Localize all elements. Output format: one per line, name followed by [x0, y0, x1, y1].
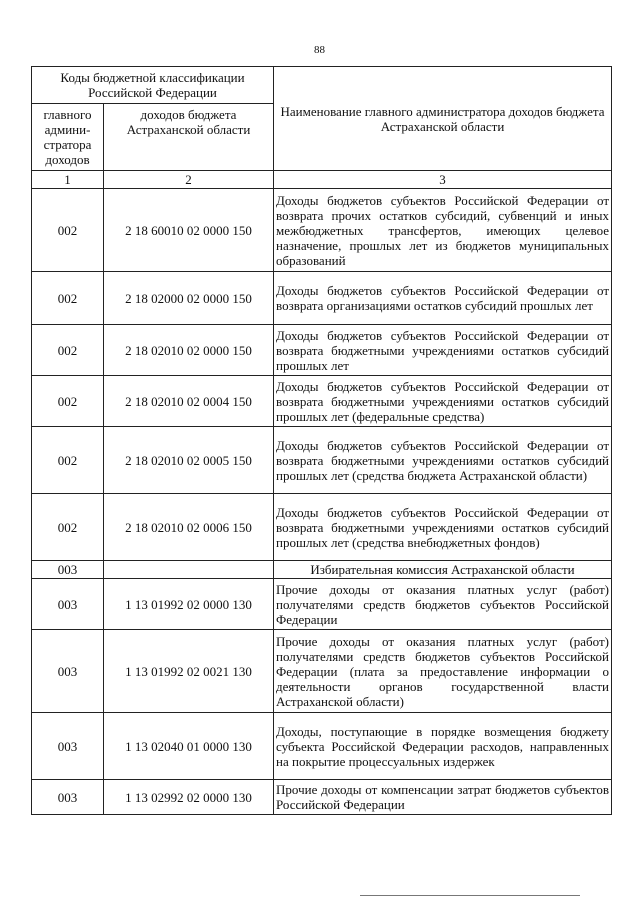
- header-row-group: [32, 67, 612, 104]
- section-title: Избирательная комиссия Астраханской области: [274, 561, 612, 579]
- header-row-numbers: [32, 171, 612, 189]
- revenue-name-cell: Прочие доходы от оказания платных услуг (работ) получателями средств бюджетов субъектов Российской Федерации (плата за предоставление информации о деятельности органов государственной власти Астраханской области): [274, 630, 612, 713]
- table-row: [32, 325, 612, 376]
- admin-code-cell: 003: [32, 713, 104, 780]
- revenue-name-cell: Доходы бюджетов субъектов Российской Федерации от возврата бюджетными учреждениями остатков субсидий прошлых лет (федеральные средства): [274, 376, 612, 427]
- budget-code-cell: 1 13 01992 02 0021 130: [104, 630, 274, 713]
- admin-code-cell: 002: [32, 325, 104, 376]
- budget-code-cell: 2 18 60010 02 0000 150: [104, 189, 274, 272]
- revenue-name-cell: Доходы бюджетов субъектов Российской Федерации от возврата прочих остатков субсидий, субвенций и иных межбюджетных трансфертов, имеющих целевое назначение, прошлых лет из бюджетов муниципальных образований: [274, 189, 612, 272]
- column-number-3: 3: [274, 171, 612, 189]
- budget-code-cell: 1 13 02040 01 0000 130: [104, 713, 274, 780]
- table-row: [32, 376, 612, 427]
- header-classification-group: Коды бюджетной классификации Российской Федерации: [32, 67, 274, 104]
- budget-code-cell: 1 13 02992 02 0000 130: [104, 780, 274, 815]
- table-row: [32, 630, 612, 713]
- budget-code-cell: 2 18 02010 02 0000 150: [104, 325, 274, 376]
- table-row: [32, 713, 612, 780]
- table-row: [32, 579, 612, 630]
- section-empty-cell: [104, 561, 274, 579]
- budget-classification-table: [31, 66, 612, 815]
- revenue-name-cell: Доходы бюджетов субъектов Российской Федерации от возврата организациями остатков субсидий прошлых лет: [274, 272, 612, 325]
- revenue-name-cell: Доходы бюджетов субъектов Российской Федерации от возврата бюджетными учреждениями остатков субсидий прошлых лет (средства бюджета Астраханской области): [274, 427, 612, 494]
- header-code-column: доходов бюджета Астраханской области: [104, 104, 274, 171]
- revenue-name-cell: Доходы бюджетов субъектов Российской Федерации от возврата бюджетными учреждениями остатков субсидий прошлых лет: [274, 325, 612, 376]
- admin-code-cell: 002: [32, 272, 104, 325]
- budget-code-cell: 1 13 01992 02 0000 130: [104, 579, 274, 630]
- table-row: [32, 189, 612, 272]
- revenue-name-cell: Доходы бюджетов субъектов Российской Федерации от возврата бюджетными учреждениями остатков субсидий прошлых лет (средства внебюджетных фондов): [274, 494, 612, 561]
- table-row: [32, 780, 612, 815]
- header-name-column: Наименование главного администратора доходов бюджета Астраханской области: [274, 67, 612, 171]
- budget-code-cell: 2 18 02000 02 0000 150: [104, 272, 274, 325]
- revenue-name-cell: Прочие доходы от компенсации затрат бюджетов субъектов Российской Федерации: [274, 780, 612, 815]
- section-header-row: [32, 561, 612, 579]
- admin-code-cell: 002: [32, 427, 104, 494]
- admin-code-cell: 002: [32, 494, 104, 561]
- admin-code-cell: 002: [32, 376, 104, 427]
- page-number: 88: [314, 44, 325, 56]
- revenue-name-cell: Доходы, поступающие в порядке возмещения бюджету субъекта Российской Федерации расходов, направленных на покрытие процессуальных издержек: [274, 713, 612, 780]
- budget-code-cell: 2 18 02010 02 0004 150: [104, 376, 274, 427]
- revenue-name-cell: Прочие доходы от оказания платных услуг (работ) получателями средств бюджетов субъектов Российской Федерации: [274, 579, 612, 630]
- budget-code-cell: 2 18 02010 02 0005 150: [104, 427, 274, 494]
- admin-code-cell: 002: [32, 189, 104, 272]
- admin-code-cell: 003: [32, 630, 104, 713]
- scan-artifact-line: [360, 895, 580, 896]
- table-row: [32, 427, 612, 494]
- column-number-1: 1: [32, 171, 104, 189]
- admin-code-cell: 003: [32, 780, 104, 815]
- column-number-2: 2: [104, 171, 274, 189]
- budget-code-cell: 2 18 02010 02 0006 150: [104, 494, 274, 561]
- header-admin-column: главного админи-стратора доходов: [32, 104, 104, 171]
- table-row: [32, 272, 612, 325]
- section-admin-code: 003: [32, 561, 104, 579]
- admin-code-cell: 003: [32, 579, 104, 630]
- table-row: [32, 494, 612, 561]
